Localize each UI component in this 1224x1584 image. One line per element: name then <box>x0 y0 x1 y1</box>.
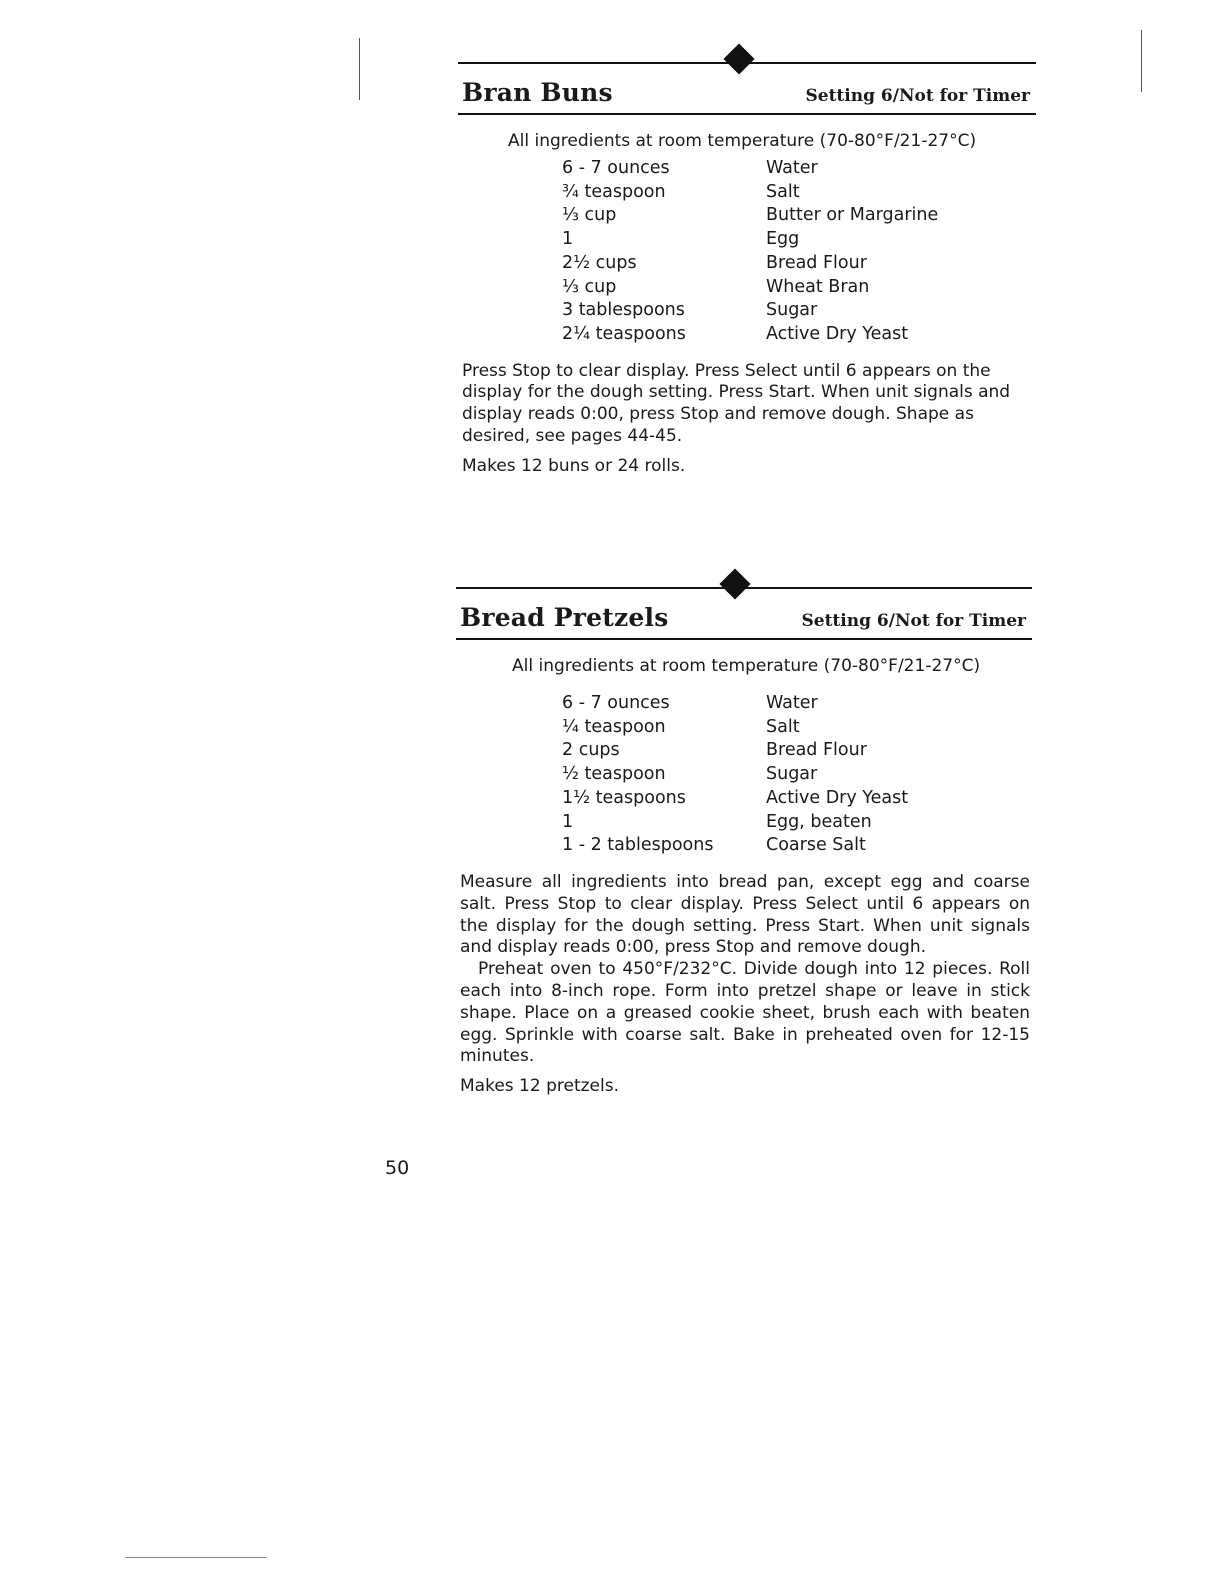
scan-mark-bottom <box>125 1557 267 1558</box>
ingredient-amount: 6 - 7 ounces <box>562 158 670 178</box>
ingredient-item: Coarse Salt <box>766 835 866 856</box>
ingredient-row <box>562 252 938 276</box>
ingredient-item: Sugar <box>766 764 818 785</box>
ingredient-item: Bread Flour <box>766 740 867 761</box>
ingredient-amount: 3 tablespoons <box>562 300 685 321</box>
recipe-bran-buns <box>458 62 1036 478</box>
recipe-header <box>456 589 1032 632</box>
ingredient-amount: 2 cups <box>562 740 620 761</box>
header-rule-top <box>456 587 1032 589</box>
ingredient-table <box>562 692 908 858</box>
scan-mark-left <box>359 38 360 100</box>
recipe-title: Bran Buns <box>462 78 613 107</box>
ingredient-row <box>562 157 938 181</box>
ingredient-item: Wheat Bran <box>766 276 870 297</box>
ingredient-amount: ½ teaspoon <box>562 764 666 785</box>
recipe-yield: Makes 12 pretzels. <box>460 1076 619 1097</box>
ingredient-item: Active Dry Yeast <box>766 787 909 808</box>
header-rule-bottom <box>456 638 1032 640</box>
ingredient-amount: 2½ cups <box>562 252 637 273</box>
ingredient-row <box>562 716 908 740</box>
ingredient-item: Egg <box>766 229 800 250</box>
ingredient-row <box>562 692 908 716</box>
ingredient-amount: 6 - 7 ounces <box>562 693 670 713</box>
recipe-title: Bread Pretzels <box>460 603 669 632</box>
temperature-note: All ingredients at room temperature (70-80°F/21-27°C) <box>508 131 977 151</box>
recipe-setting: Setting 6/Not for Timer <box>801 611 1026 631</box>
header-rule-top <box>458 62 1036 64</box>
ingredient-row <box>562 181 938 205</box>
ingredient-item: Butter or Margarine <box>766 205 939 226</box>
instructions-paragraph: Preheat oven to 450°F/232°C. Divide dough into 12 pieces. Roll each into 8-inch rope. Form into pretzel shape or leave in stick shape. Place on a greased cookie sheet, brush each with beaten egg. Sprinkle with coarse salt. Bake in preheated oven for 12-15 minutes. <box>460 959 1030 1067</box>
ingredient-row <box>562 787 908 811</box>
recipe-setting: Setting 6/Not for Timer <box>805 86 1030 106</box>
ingredient-amount: ¾ teaspoon <box>562 181 666 202</box>
ingredient-row <box>562 228 938 252</box>
recipe-header <box>458 64 1036 107</box>
ingredient-item: Bread Flour <box>766 252 867 273</box>
ingredient-row <box>562 323 938 347</box>
ingredient-item: Active Dry Yeast <box>766 323 909 344</box>
ingredient-table <box>562 157 938 347</box>
ingredient-row <box>562 834 908 858</box>
recipe-yield: Makes 12 buns or 24 rolls. <box>462 455 686 476</box>
ingredient-amount: 1 <box>562 229 574 250</box>
ingredient-item: Salt <box>766 716 800 737</box>
ingredient-item: Egg, beaten <box>766 811 872 832</box>
ingredient-row <box>562 299 938 323</box>
ingredient-amount: ¼ teaspoon <box>562 716 666 737</box>
ingredient-row <box>562 276 938 300</box>
recipe-bread-pretzels <box>456 587 1032 1098</box>
ingredient-row <box>562 811 908 835</box>
ingredient-item: Sugar <box>766 300 818 321</box>
ingredient-amount: 1½ teaspoons <box>562 787 686 808</box>
ingredient-item: Salt <box>766 181 800 202</box>
header-rule-bottom <box>458 113 1036 115</box>
temperature-note: All ingredients at room temperature (70-80°F/21-27°C) <box>512 656 981 676</box>
scan-mark-right <box>1141 30 1142 92</box>
ingredient-row <box>562 763 908 787</box>
ingredient-amount: ⅓ cup <box>562 276 617 297</box>
ingredient-item: Water <box>766 693 818 713</box>
ingredient-row <box>562 204 938 228</box>
ingredient-amount: 2¼ teaspoons <box>562 323 686 344</box>
ingredient-amount: 1 <box>562 811 574 832</box>
instructions-paragraph: Measure all ingredients into bread pan, except egg and coarse salt. Press Stop to clear display. Press Select until 6 appears on the display for the dough setting. Press Start. When unit signals and display reads 0:00, press Stop and remove dough. <box>460 871 1030 958</box>
ingredient-amount: 1 - 2 tablespoons <box>562 835 714 856</box>
ingredient-amount: ⅓ cup <box>562 205 617 226</box>
ingredient-row <box>562 739 908 763</box>
instructions-paragraph: Press Stop to clear display. Press Select until 6 appears on the display for the dough setting. Press Start. When unit signals and display reads 0:00, press Stop and remove dough. Shape as desired, see pages 44-45. <box>462 360 1011 447</box>
ingredient-item: Water <box>766 158 818 178</box>
page-number: 50 <box>385 1157 410 1179</box>
